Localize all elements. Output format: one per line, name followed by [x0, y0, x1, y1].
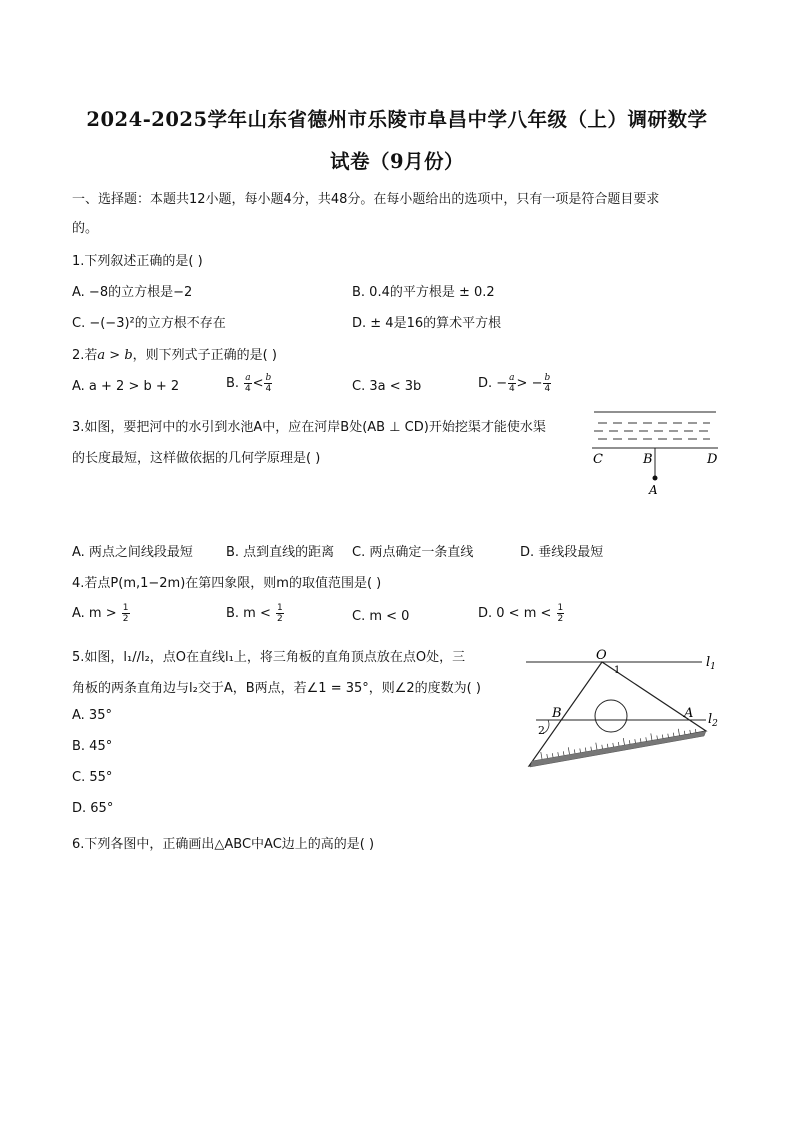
- q4-option-c: C. m < 0: [352, 609, 410, 624]
- q5-label-l2: $l_2$: [708, 712, 718, 729]
- ruler-tick: [613, 743, 614, 747]
- ruler-tick: [678, 729, 679, 736]
- page-title-line2: 试卷（9月份）: [329, 150, 465, 173]
- ruler-tick: [695, 729, 696, 733]
- q4-stem: 4.若点P(m,1−2m)在第四象限，则m的取值范围是( ): [72, 576, 382, 591]
- ruler-tick: [651, 733, 652, 740]
- ruler-tick: [568, 747, 569, 754]
- q3-option-b: B. 点到直线的距离: [226, 545, 335, 560]
- q3-label-a: A: [649, 483, 658, 497]
- ruler-tick: [640, 738, 641, 742]
- q1-stem: 1.下列叙述正确的是( ): [72, 254, 203, 269]
- q4-option-a: A. m > $\frac{1}{2}$: [72, 603, 129, 624]
- q5-option-c: C. 55°: [72, 770, 113, 785]
- q3-stem-line2: 的长度最短，这样做依据的几何学原理是( ): [72, 451, 321, 466]
- q2-option-d: D. − $\frac{a}{4}$ > − $\frac{b}{4}$: [478, 373, 551, 394]
- ruler-tick: [558, 752, 559, 756]
- ruler-tick: [547, 754, 548, 758]
- ruler-tick: [673, 733, 674, 737]
- ruler-tick: [574, 749, 575, 753]
- ruler-tick: [646, 737, 647, 741]
- q2-option-c: C. 3a < 3b: [352, 379, 422, 394]
- q1-option-c: C. −(−3)²的立方根不存在: [72, 316, 226, 331]
- q3-label-b: B: [643, 452, 653, 467]
- ruler-tick: [662, 735, 663, 739]
- q3-option-d: D. 垂线段最短: [520, 545, 604, 560]
- ruler-tick: [623, 738, 624, 745]
- q1-option-a: A. −8的立方根是−2: [72, 285, 193, 300]
- section-instructions-line1: 一、选择题：本题共12小题，每小题4分，共48分。在每小题给出的选项中，只有一项是符合题目要求: [72, 192, 660, 207]
- q5-option-d: D. 65°: [72, 801, 114, 816]
- q5-triangle-figure: [520, 645, 730, 773]
- q2-option-a: A. a + 2 > b + 2: [72, 379, 180, 394]
- q5-option-b: B. 45°: [72, 739, 113, 754]
- q3-option-c: C. 两点确定一条直线: [352, 545, 474, 560]
- q5-stem-line2: 角板的两条直角边与l₂交于A，B两点，若∠1 = 35°，则∠2的度数为( ): [72, 681, 481, 696]
- q3-stem-line1: 3.如图，要把河中的水引到水池A中，应在河岸B处(AB ⊥ CD)开始挖渠才能使水渠: [72, 420, 546, 435]
- ruler-tick: [629, 740, 630, 744]
- q5-label-b: B: [552, 706, 562, 721]
- ruler-tick: [541, 752, 542, 759]
- ruler-tick: [552, 753, 553, 757]
- q3-option-a: A. 两点之间线段最短: [72, 545, 193, 560]
- ruler-tick: [580, 749, 581, 753]
- q6-stem: 6.下列各图中，正确画出△ABC中AC边上的高的是( ): [72, 837, 375, 852]
- ruler-tick: [596, 743, 597, 750]
- ruler-tick: [563, 751, 564, 755]
- q5-stem-line1: 5.如图，l₁//l₂，点O在直线l₁上，将三角板的直角顶点放在点O处，三: [72, 650, 466, 665]
- q5-label-a: A: [684, 706, 694, 721]
- q5-label-l1: $l_1$: [706, 655, 716, 672]
- q5-label-angle1: 1: [614, 665, 621, 676]
- ruler-tick: [684, 731, 685, 735]
- ruler-tick: [657, 736, 658, 740]
- q4-option-b: B. m < $\frac{1}{2}$: [226, 603, 283, 624]
- q3-label-c: C: [593, 452, 603, 467]
- q3-label-d: D: [707, 452, 718, 467]
- q3-river-figure: [590, 408, 725, 498]
- ruler-tick: [635, 739, 636, 743]
- ruler-tick: [585, 748, 586, 752]
- q2-option-b: B. $\frac{a}{4}$ < $\frac{b}{4}$: [226, 373, 272, 394]
- page-title-line1: 2024-2025学年山东省德州市乐陵市阜昌中学八年级（上）调研数学: [86, 108, 708, 131]
- q4-option-d: D. 0 < m < $\frac{1}{2}$: [478, 603, 564, 624]
- ruler-tick: [607, 744, 608, 748]
- q1-option-d: D. ± 4是16的算术平方根: [352, 316, 502, 331]
- ruler-tick: [618, 742, 619, 746]
- ruler-tick: [591, 747, 592, 751]
- q1-option-b: B. 0.4的平方根是 ± 0.2: [352, 285, 495, 300]
- q5-option-a: A. 35°: [72, 708, 112, 723]
- ruler-tick: [668, 734, 669, 738]
- q5-label-angle2: 2: [538, 724, 545, 737]
- ruler-tick: [690, 730, 691, 734]
- q5-label-o: O: [596, 648, 607, 663]
- section-instructions-line2: 的。: [72, 221, 99, 236]
- ruler-tick: [602, 745, 603, 749]
- q2-stem: 2.若a > b，则下列式子正确的是( ): [72, 348, 277, 363]
